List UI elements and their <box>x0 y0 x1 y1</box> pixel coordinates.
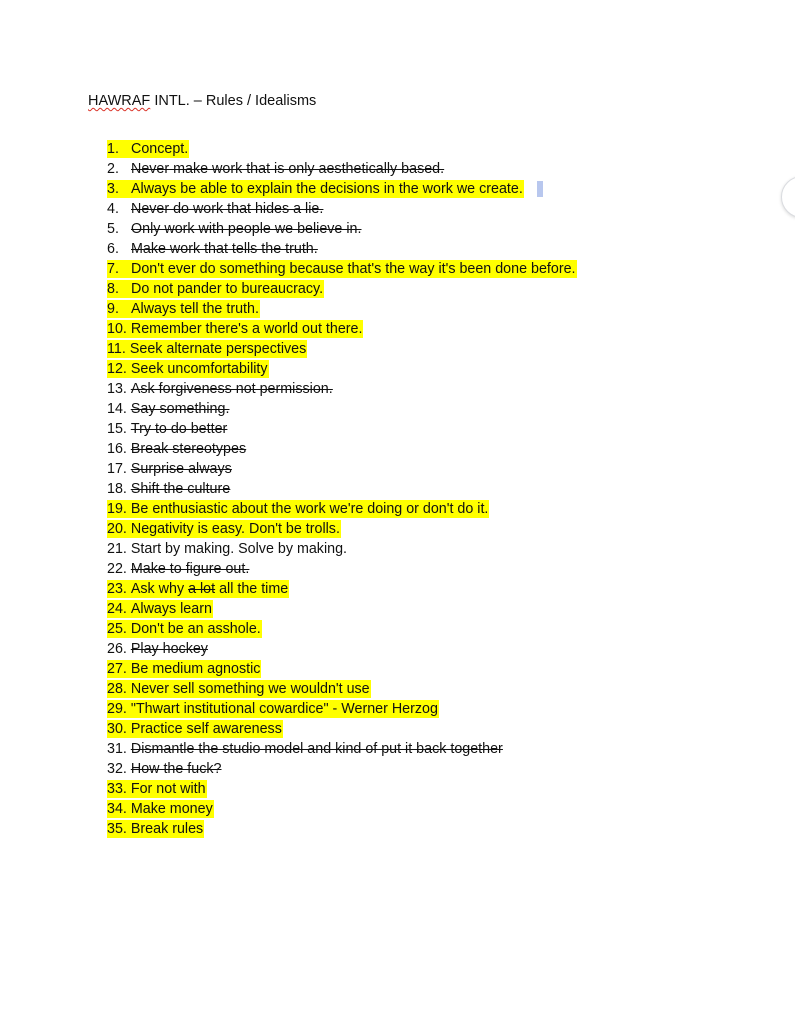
rule-line[interactable] <box>107 640 209 658</box>
rule-line[interactable] <box>107 560 250 578</box>
rule-item <box>107 720 577 740</box>
document-title <box>88 92 316 110</box>
rule-item <box>107 300 577 320</box>
rule-line[interactable] <box>107 240 319 258</box>
rule-number: 3. <box>107 181 119 197</box>
rule-line[interactable] <box>107 460 233 478</box>
rule-number: 29. <box>107 701 127 717</box>
rule-item <box>107 420 577 440</box>
rule-line[interactable] <box>107 440 247 458</box>
rule-item <box>107 580 577 600</box>
rule-number: 22. <box>107 561 127 577</box>
text-selection-cursor <box>537 181 543 197</box>
rule-line[interactable] <box>107 340 307 358</box>
rule-line[interactable] <box>107 740 504 758</box>
rule-line[interactable] <box>107 820 204 838</box>
rule-item <box>107 240 577 260</box>
rule-line[interactable] <box>107 540 348 558</box>
rule-item <box>107 160 577 180</box>
rule-text: Seek alternate perspectives <box>129 341 307 357</box>
rule-item <box>107 480 577 500</box>
rule-text: Concept. <box>131 141 189 157</box>
rule-item <box>107 520 577 540</box>
rule-number: 31. <box>107 741 127 757</box>
rule-number: 10. <box>107 321 127 337</box>
rule-number: 1. <box>107 141 119 157</box>
document-title-rest: INTL. – Rules / Idealisms <box>150 93 317 109</box>
rule-line[interactable] <box>107 520 341 538</box>
rule-item <box>107 700 577 720</box>
rule-number: 6. <box>107 241 119 257</box>
rule-item <box>107 260 577 280</box>
rule-number: 11. <box>107 341 126 357</box>
rule-item <box>107 380 577 400</box>
rule-text: Break rules <box>130 821 204 837</box>
rule-line[interactable] <box>107 300 260 318</box>
rule-item <box>107 800 577 820</box>
rule-line[interactable] <box>107 420 228 438</box>
rule-item <box>107 620 577 640</box>
rule-line[interactable] <box>107 800 214 818</box>
rule-text: Break stereotypes <box>130 441 247 457</box>
rule-item <box>107 280 577 300</box>
rule-text: Practice self awareness <box>130 721 282 737</box>
rule-text: Dismantle the studio model and kind of put it back together <box>130 741 503 757</box>
rule-item <box>107 320 577 340</box>
rule-item <box>107 660 577 680</box>
rule-text: Don't be an asshole. <box>130 621 261 637</box>
rule-line[interactable] <box>107 260 577 278</box>
rule-item <box>107 340 577 360</box>
rule-line[interactable] <box>107 380 334 398</box>
rule-text: Do not pander to bureaucracy. <box>131 281 324 297</box>
rule-number: 18. <box>107 481 127 497</box>
rule-line[interactable] <box>107 600 213 618</box>
rule-number: 15. <box>107 421 127 437</box>
rule-item <box>107 560 577 580</box>
rule-text: Remember there's a world out there. <box>130 321 363 337</box>
rule-item <box>107 680 577 700</box>
rule-line[interactable] <box>107 220 362 238</box>
rule-number: 33. <box>107 781 127 797</box>
rule-number: 2. <box>107 161 119 177</box>
rule-item <box>107 360 577 380</box>
rule-text: Never make work that is only aesthetically based. <box>131 161 445 177</box>
rule-line[interactable] <box>107 160 445 178</box>
rule-item <box>107 740 577 760</box>
rule-number: 9. <box>107 301 119 317</box>
rule-number: 25. <box>107 621 127 637</box>
rule-item <box>107 640 577 660</box>
rules-list <box>107 140 577 840</box>
rule-line[interactable] <box>107 360 269 378</box>
rule-item <box>107 540 577 560</box>
rule-text: Always learn <box>130 601 212 617</box>
rule-number: 20. <box>107 521 127 537</box>
rule-number: 24. <box>107 601 127 617</box>
rule-line[interactable] <box>107 660 261 678</box>
rule-item <box>107 760 577 780</box>
rule-line[interactable] <box>107 320 363 338</box>
rule-text: Never do work that hides a lie. <box>131 201 324 217</box>
spellcheck-flagged-word[interactable]: HAWRAF <box>88 93 151 109</box>
rule-item <box>107 780 577 800</box>
rule-item <box>107 600 577 620</box>
rule-text: Play hockey <box>130 641 208 657</box>
rule-item <box>107 140 577 160</box>
rule-line[interactable] <box>107 400 230 418</box>
rule-text: Always be able to explain the decisions in the work we create. <box>131 181 523 197</box>
rule-number: 28. <box>107 681 127 697</box>
rule-item <box>107 440 577 460</box>
rule-number: 14. <box>107 401 127 417</box>
rule-text: Never sell something we wouldn't use <box>130 681 370 697</box>
rule-text: Make to figure out. <box>130 561 250 577</box>
rule-text: Make money <box>130 801 213 817</box>
rule-number: 23. <box>107 581 127 597</box>
rule-text: Don't ever do something because that's the way it's been done before. <box>131 261 576 277</box>
rule-number: 5. <box>107 221 119 237</box>
rule-number: 7. <box>107 261 119 277</box>
rule-text: "Thwart institutional cowardice" - Werner Herzog <box>130 701 438 717</box>
rule-text: Shift the culture <box>130 481 231 497</box>
rule-text: Surprise always <box>130 461 232 477</box>
rule-number: 13. <box>107 381 127 397</box>
rule-text-part: Ask why <box>130 581 189 597</box>
rule-item <box>107 400 577 420</box>
rule-text: How the fuck? <box>130 761 222 777</box>
rule-line[interactable] <box>107 700 439 718</box>
rule-number: 32. <box>107 761 127 777</box>
rule-number: 27. <box>107 661 127 677</box>
rule-number: 19. <box>107 501 127 517</box>
rule-number: 12. <box>107 361 127 377</box>
rule-number: 8. <box>107 281 119 297</box>
rule-text: Make work that tells the truth. <box>131 241 318 257</box>
rule-text: Start by making. Solve by making. <box>130 541 348 557</box>
rule-text-struck-part: a lot <box>188 581 216 597</box>
rule-number: 30. <box>107 721 127 737</box>
rule-item <box>107 460 577 480</box>
rule-text: Always tell the truth. <box>131 301 259 317</box>
rule-line[interactable] <box>107 760 222 778</box>
rule-line[interactable] <box>107 620 262 638</box>
rule-number: 17. <box>107 461 127 477</box>
rule-item <box>107 200 577 220</box>
rule-text: Ask forgiveness not permission. <box>130 381 333 397</box>
rule-line[interactable] <box>107 200 324 218</box>
rule-line[interactable] <box>107 580 289 598</box>
rule-line[interactable] <box>107 780 207 798</box>
rule-text: Negativity is easy. Don't be trolls. <box>130 521 340 537</box>
rule-text: Say something. <box>130 401 230 417</box>
rule-item <box>107 820 577 840</box>
rule-item <box>107 500 577 520</box>
rule-item <box>107 180 577 200</box>
rule-number: 35. <box>107 821 127 837</box>
rule-number: 16. <box>107 441 127 457</box>
rule-text: Seek uncomfortability <box>130 361 268 377</box>
rule-text-part: all the time <box>215 581 289 597</box>
rule-number: 34. <box>107 801 127 817</box>
rule-line[interactable] <box>107 480 231 498</box>
side-panel-toggle-button[interactable] <box>781 176 795 218</box>
rule-text: Be enthusiastic about the work we're doing or don't do it. <box>130 501 489 517</box>
rule-number: 21. <box>107 541 127 557</box>
rule-line[interactable] <box>107 140 189 158</box>
rule-number: 26. <box>107 641 127 657</box>
rule-number: 4. <box>107 201 119 217</box>
rule-text: For not with <box>130 781 206 797</box>
rule-line[interactable] <box>107 500 489 518</box>
rule-line[interactable] <box>107 280 324 298</box>
rule-line[interactable] <box>107 180 524 198</box>
rule-text: Try to do better <box>130 421 228 437</box>
rule-line[interactable] <box>107 680 371 698</box>
rule-text: Only work with people we believe in. <box>131 221 362 237</box>
rule-item <box>107 220 577 240</box>
rule-line[interactable] <box>107 720 283 738</box>
rule-text: Be medium agnostic <box>130 661 261 677</box>
